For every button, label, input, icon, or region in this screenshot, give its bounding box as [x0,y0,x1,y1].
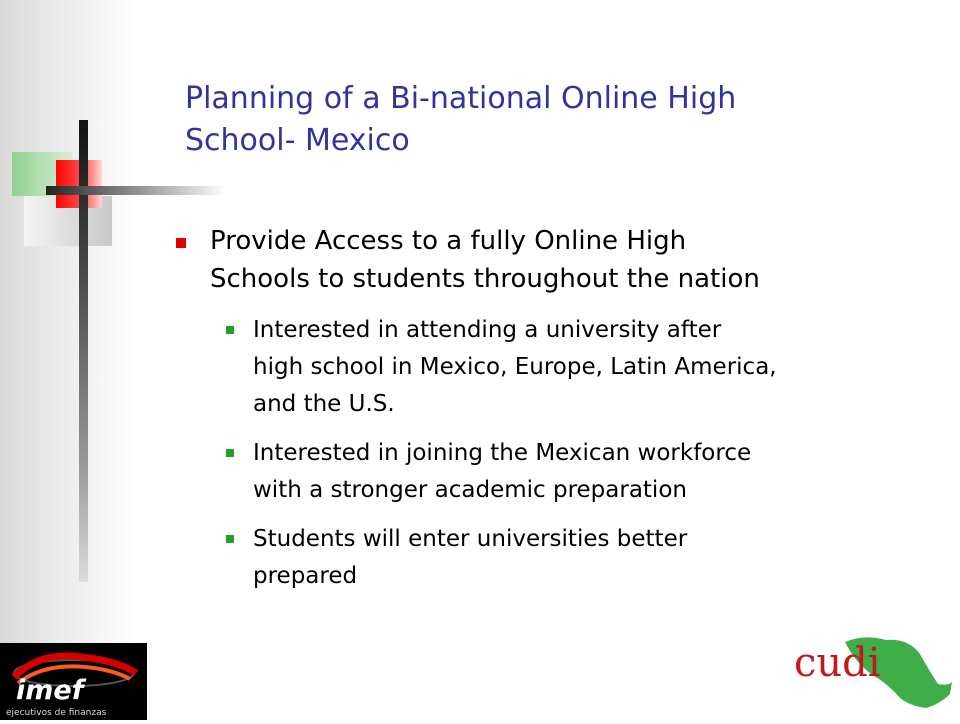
imef-logo-tagline: ejecutivos de finanzas [6,708,107,718]
sub-bullet-prepared [170,521,910,595]
sub-bullet-text: prepared [253,563,358,589]
sub-bullet-text: Students will enter universities better [253,526,688,552]
main-bullet-line-1: Provide Access to a fully Online High [210,226,687,256]
title-line-2: School- Mexico [185,123,410,158]
horizontal-bar-decoration [46,186,226,195]
imef-logo-graphic [0,643,147,720]
main-bullet [170,222,910,298]
imef-logo [0,643,147,720]
sub-bullet-text: with a stronger academic preparation [253,477,687,503]
title-line-1: Planning of a Bi-national Online High [185,81,737,116]
sub-bullet-workforce [170,435,910,509]
red-bullet-icon [176,238,186,248]
cudi-logo [790,628,955,720]
slide-body [170,222,910,607]
sub-bullet-university [170,312,910,423]
main-bullet-line-2: Schools to students throughout the nation [210,264,760,294]
cudi-logo-name: cudi [794,640,881,686]
green-bullet-icon [226,535,234,543]
cudi-logo-graphic [790,628,955,720]
green-bullet-icon [226,449,234,457]
green-bullet-icon [226,326,234,334]
sub-bullet-text: high school in Mexico, Europe, Latin America, [253,354,777,380]
sub-bullet-text: Interested in joining the Mexican workforce [253,440,752,466]
imef-logo-name: imef [16,675,84,706]
sub-bullet-text: and the U.S. [253,391,395,417]
slide-title [185,78,885,162]
sub-bullet-text: Interested in attending a university after [253,317,722,343]
